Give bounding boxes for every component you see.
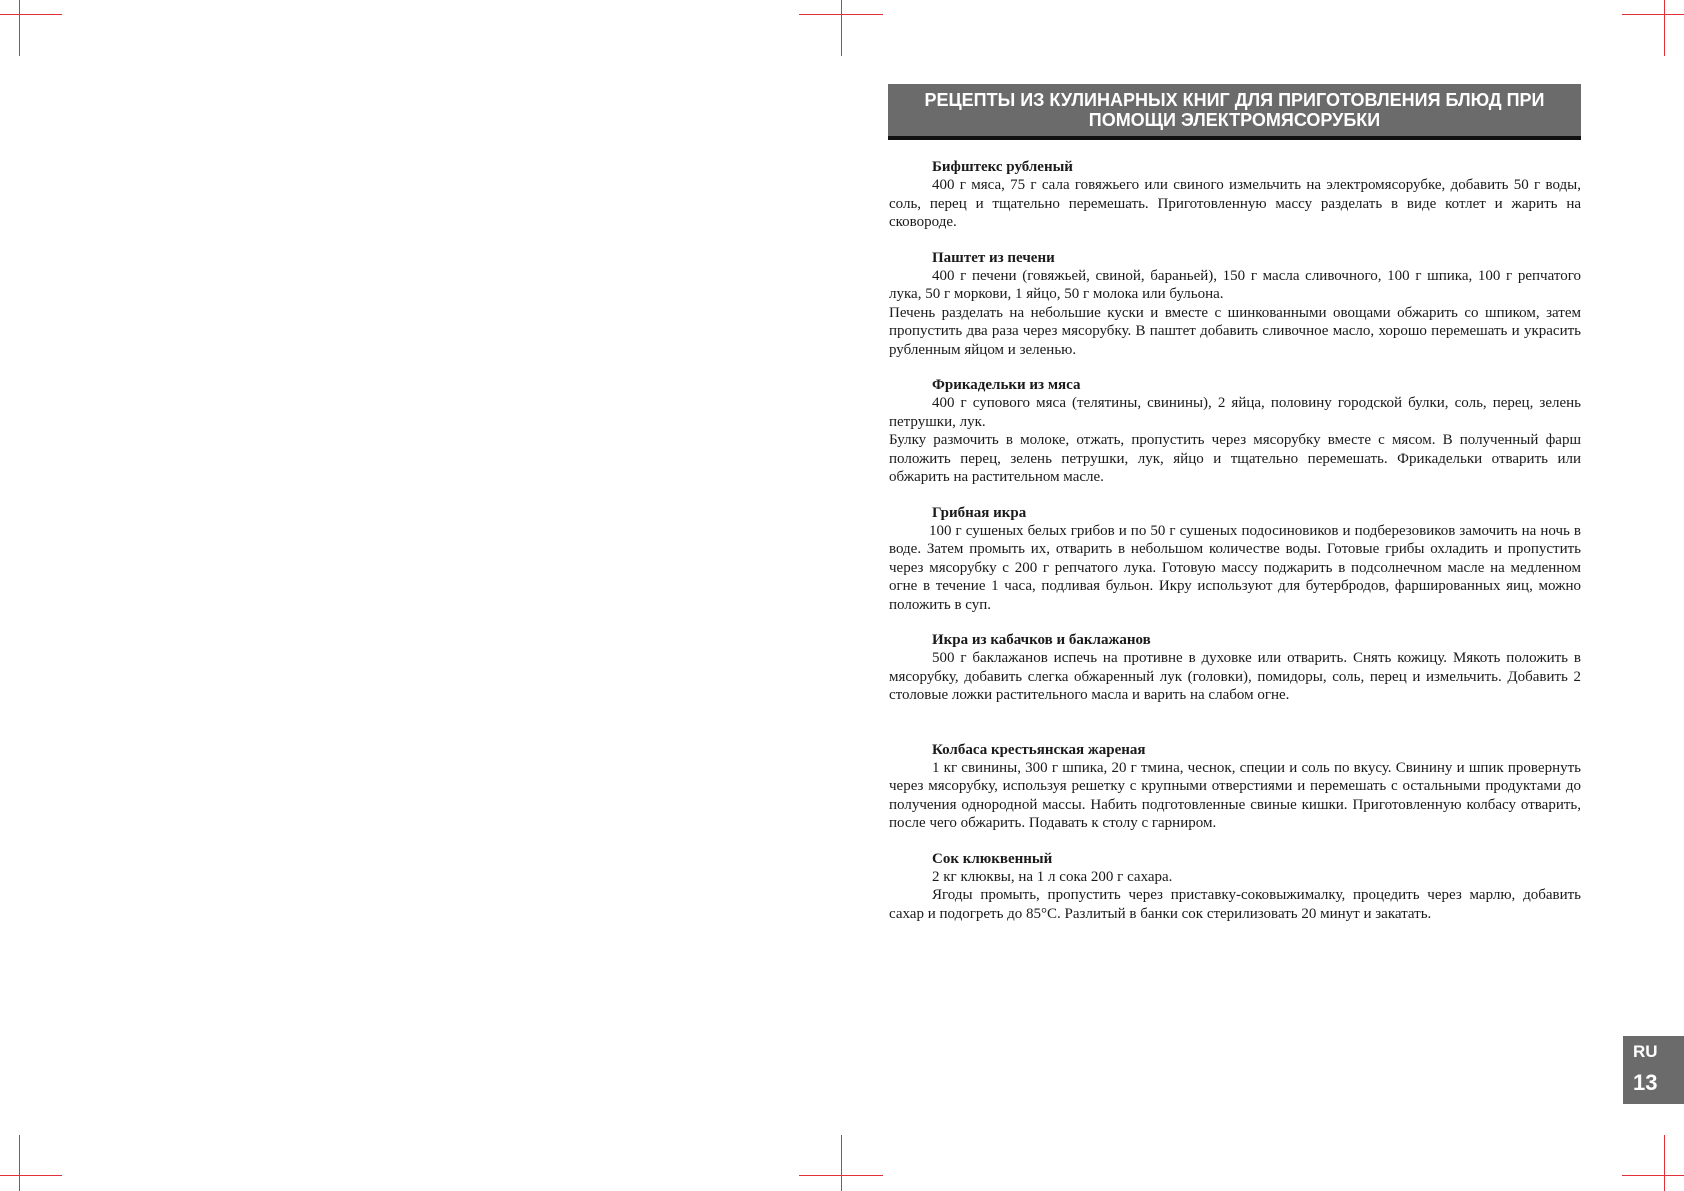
recipe-title: Икра из кабачков и баклажанов bbox=[932, 631, 1151, 648]
section-header-line1: РЕЦЕПТЫ ИЗ КУЛИНАРНЫХ КНИГ ДЛЯ ПРИГОТОВЛЕНИЯ БЛЮД ПРИ bbox=[924, 90, 1545, 110]
recipe-text: 400 г мяса, 75 г сала говяжьего или свиного измельчить на электромясорубке, добавить 50 г воды, соль, перец и тщательно перемешать. Приготовленную массу разделать в виде котлет и жарить на сковороде. bbox=[889, 177, 1581, 231]
recipe-text: Булку размочить в молоке, отжать, пропустить через мясорубку вместе с мясом. В полученный фарш положить перец, зелень петрушки, лук, яйцо и тщательно перемешать. Фрикадельки отварить или обжарить на растительном масле. bbox=[889, 432, 1581, 486]
recipe-text: 100 г сушеных белых грибов и по 50 г сушеных подосиновиков и подберезовиков замочить на ночь в воде. Затем промыть их, отварить в небольшом количестве воды. Готовые грибы охладить и пропустить через мясорубку с 200 г репчатого лука. Готовую массу поджарить в подсолнечном масле на медленном огне в течение 1 часа, подливая бульон. Икру используют для бутербродов, фаршированных яиц, можно положить в суп. bbox=[889, 522, 1581, 613]
recipe-text: 500 г баклажанов испечь на противне в духовке или отварить. Снять кожицу. Мякоть положить в мясорубку, добавить слегка обжаренный лук (головки), помидоры, соль, перец и измельчить. Добавить 2 столовые ложки растительного масла и варить на слабом огне. bbox=[889, 650, 1581, 704]
recipe-ikra-kabachkov bbox=[889, 631, 1581, 705]
section-header bbox=[888, 84, 1581, 140]
recipe-text: 400 г супового мяса (телятины, свинины), 2 яйца, половину городской булки, соль, перец, зелень петрушки, лук. bbox=[889, 395, 1581, 430]
recipe-title: Колбаса крестьянская жареная bbox=[932, 741, 1146, 758]
page-number-tab bbox=[1623, 1036, 1684, 1104]
recipe-kolbasa bbox=[889, 741, 1581, 833]
section-header-line2: ПОМОЩИ ЭЛЕКТРОМЯСОРУБКИ bbox=[1088, 110, 1381, 130]
recipe-gribnaya-ikra bbox=[889, 504, 1581, 614]
recipe-title: Сок клюквенный bbox=[932, 850, 1053, 867]
language-label: RU bbox=[1633, 1042, 1658, 1061]
recipe-title: Фрикадельки из мяса bbox=[932, 377, 1081, 394]
recipe-title: Бифштекс рубленый bbox=[932, 159, 1073, 175]
recipe-pashtet bbox=[889, 249, 1581, 359]
recipe-text: Печень разделать на небольшие куски и вместе с шинкованными овощами обжарить со шпиком, затем пропустить два раза через мясорубку. В паштет добавить сливочное масло, хорошо перемешать и украсить рубленным яйцом и зеленью. bbox=[889, 304, 1581, 358]
recipe-text: 1 кг свинины, 300 г шпика, 20 г тмина, чеснок, специи и соль по вкусу. Свинину и шпик провернуть через мясорубку, используя решетку с крупными отверстиями и перемешать с остальными продуктами до получения однородной массы. Набить подготовленные свиные кишки. Приготовленную колбасу отварить, после чего обжарить. Подавать к столу с гарниром. bbox=[889, 759, 1581, 832]
recipe-frikadelki bbox=[889, 376, 1581, 486]
recipe-title: Паштет из печени bbox=[932, 249, 1055, 266]
recipe-title: Грибная икра bbox=[932, 504, 1027, 521]
recipe-list bbox=[889, 158, 1581, 940]
recipe-sok-klyukvenny bbox=[889, 850, 1581, 924]
recipe-text: 400 г печени (говяжьей, свиной, бараньей), 150 г масла сливочного, 100 г шпика, 100 г репчатого лука, 50 г моркови, 1 яйцо, 50 г молока или бульона. bbox=[889, 268, 1581, 303]
recipe-bifshteks bbox=[889, 158, 1581, 232]
recipe-text: Ягоды промыть, пропустить через приставку-соковыжималку, процедить через марлю, добавить сахар и подогреть до 85°С. Разлитый в банки сок стерилизовать 20 минут и закатать. bbox=[889, 887, 1581, 922]
recipe-text: 2 кг клюквы, на 1 л сока 200 г сахара. bbox=[932, 869, 1173, 885]
page-number: 13 bbox=[1633, 1070, 1658, 1095]
